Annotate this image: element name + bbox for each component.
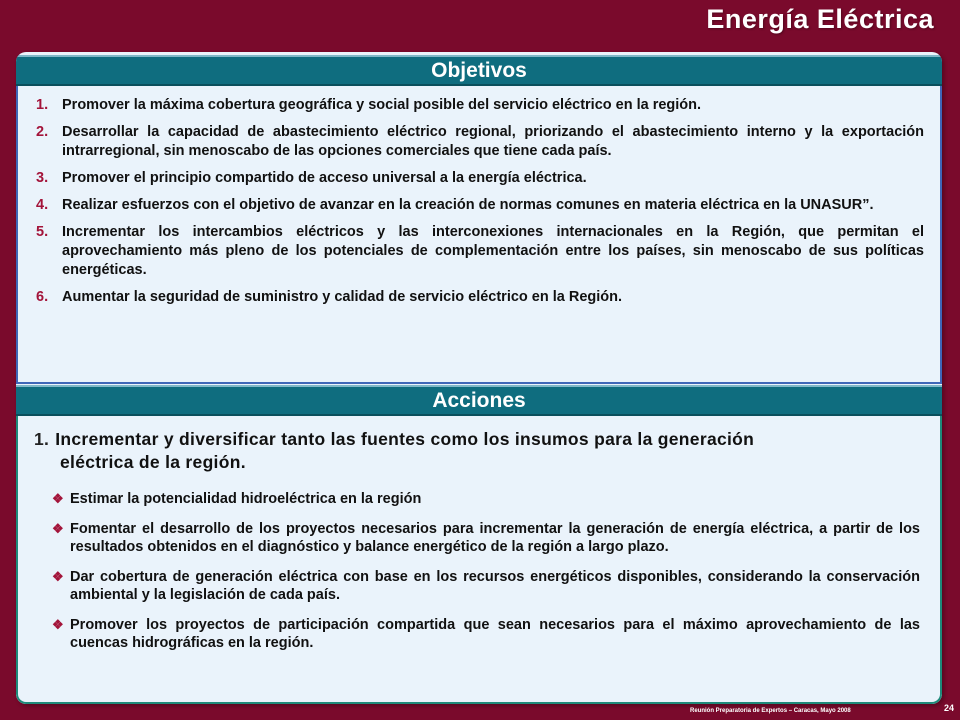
objetivo-item	[36, 123, 924, 161]
objetivo-number: 2.	[36, 124, 49, 140]
accion-item	[52, 616, 920, 652]
objetivo-number: 1.	[36, 97, 49, 113]
objetivo-item	[36, 169, 924, 188]
diamond-bullet-icon: ❖	[52, 569, 64, 584]
objetivo-text: Promover la máxima cobertura geográfica y social posible del servicio eléctrico en la región.	[62, 97, 702, 113]
objetivo-text: Realizar esfuerzos con el objetivo de avanzar en la creación de normas comunes en materia eléctrica en la UNASUR”.	[62, 197, 874, 213]
objetivo-item	[36, 196, 924, 215]
objetivo-number: 6.	[36, 289, 49, 305]
objetivo-text: Incrementar los intercambios eléctricos y las interconexiones internacionales en la Región, que permitan el aprovechamiento más pleno de los potenciales de complementación entre los países, sin menoscabo de sus políticas energéticas.	[62, 224, 924, 278]
page-number: 24	[944, 703, 955, 713]
objetivo-number: 4.	[36, 197, 49, 213]
objetivo-text: Promover el principio compartido de acceso universal a la energía eléctrica.	[62, 170, 587, 186]
accion-main-line1: Incrementar y diversificar tanto las fuentes como los insumos para la generación	[55, 429, 755, 449]
accion-text: Estimar la potencialidad hidroeléctrica en la región	[70, 491, 422, 507]
objetivo-item	[36, 288, 924, 307]
accion-text: Fomentar el desarrollo de los proyectos necesarios para incrementar la generación de energía eléctrica, a partir de los resultados obtenidos en el diagnóstico y balance energético de la región a largo plazo.	[70, 521, 920, 555]
accion-item	[52, 520, 920, 556]
diamond-bullet-icon: ❖	[52, 521, 64, 536]
diamond-bullet-icon: ❖	[52, 617, 64, 632]
objetivo-text: Aumentar la seguridad de suministro y calidad de servicio eléctrico en la Región.	[62, 289, 623, 305]
acciones-header: Acciones	[16, 385, 942, 416]
accion-text: Dar cobertura de generación eléctrica con base en los recursos energéticos disponibles, considerando la conservación ambiental y la legislación de cada país.	[70, 569, 920, 603]
footer-text: Reunión Preparatoria de Expertos – Caracas, Mayo 2008	[690, 708, 851, 714]
accion-main-line2: eléctrica de la región.	[60, 452, 246, 472]
objetivos-list	[36, 96, 924, 315]
accion-main	[34, 428, 934, 474]
diamond-bullet-icon: ❖	[52, 491, 64, 506]
accion-main-number: 1.	[34, 429, 50, 449]
acciones-list	[52, 490, 920, 664]
objetivos-header: Objetivos	[16, 55, 942, 86]
objetivo-item	[36, 96, 924, 115]
objetivo-number: 5.	[36, 224, 49, 240]
objetivo-text: Desarrollar la capacidad de abastecimiento eléctrico regional, priorizando el abastecimiento interno y la exportación intrarregional, sin menoscabo de las opciones comerciales que tiene cada país.	[62, 124, 924, 159]
objetivo-item	[36, 223, 924, 280]
accion-item	[52, 568, 920, 604]
objetivo-number: 3.	[36, 170, 49, 186]
accion-text: Promover los proyectos de participación compartida que sean necesarios para el máximo aprovechamiento de las cuencas hidrográficas en la región.	[70, 617, 920, 651]
accion-item	[52, 490, 920, 508]
slide-title: Energía Eléctrica	[706, 4, 934, 34]
